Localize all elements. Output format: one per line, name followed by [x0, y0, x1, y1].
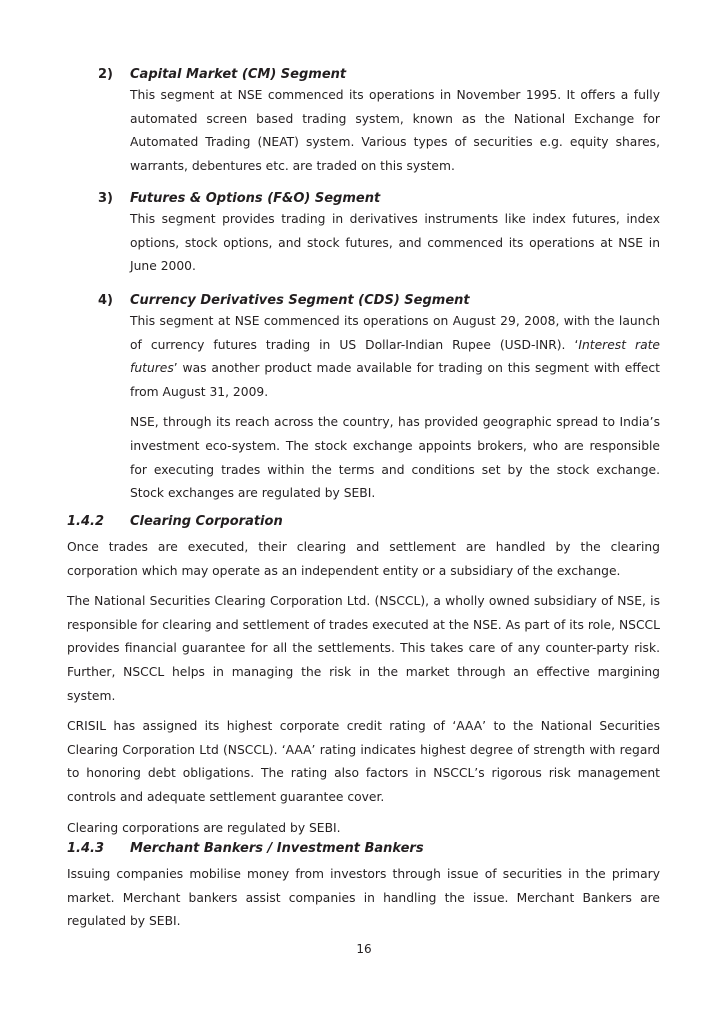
- body-paragraph: Clearing corporations are regulated by SEBI.: [67, 820, 341, 835]
- segment-body: [130, 310, 660, 506]
- section-heading-clearing-corporation: [67, 511, 283, 531]
- segment-currency-derivatives: [98, 290, 660, 506]
- segment-body: [130, 84, 660, 178]
- section-number: 1.4.3: [67, 840, 105, 856]
- segment-title: Capital Market (CM) Segment: [130, 66, 347, 82]
- section-body-merchant-bankers: [67, 863, 660, 934]
- segment-title: Futures & Options (F&O) Segment: [130, 190, 381, 206]
- segment-capital-market: [98, 64, 660, 178]
- segment-paragraph: [130, 310, 660, 404]
- section-body-clearing-corporation: [67, 536, 660, 840]
- section-number: 1.4.2: [67, 513, 105, 529]
- segment-body: [130, 208, 660, 279]
- segment-heading: [98, 64, 660, 84]
- body-paragraph: The National Securities Clearing Corporation Ltd. (NSCCL), a wholly owned subsidiary of NSE, is responsible for clearing and settlement of trades executed at the NSE. As part of its role, NSCCL provides financial guarantee for all the settlements. This takes care of any counter-party risk. Further, NSCCL helps in managing the risk in the market through an effective margining system.: [67, 594, 660, 703]
- segment-paragraph: This segment at NSE commenced its operations in November 1995. It offers a fully automated screen based trading system, known as the National Exchange for Automated Trading (NEAT) system. Various types of securities e.g. equity shares, warrants, debentures etc. are traded on this system.: [130, 88, 660, 173]
- section-title: Clearing Corporation: [130, 513, 283, 529]
- body-paragraph: Once trades are executed, their clearing and settlement are handled by the clearing corporation which may operate as an independent entity or a subsidiary of the exchange.: [67, 540, 660, 578]
- interest-rate-futures-term: Interest rate futures: [130, 337, 661, 376]
- segment-paragraph: This segment provides trading in derivatives instruments like index futures, index options, stock options, and stock futures, and commenced its operations at NSE in June 2000.: [130, 212, 660, 274]
- section-heading-merchant-bankers: [67, 838, 424, 858]
- paragraph-text: ’ was another product made available for trading on this segment with effect from August 31, 2009.: [130, 361, 660, 399]
- page-number: 16: [356, 942, 372, 956]
- section-title: Merchant Bankers / Investment Bankers: [130, 840, 424, 856]
- body-paragraph: Issuing companies mobilise money from investors through issue of securities in the primary market. Merchant bankers assist companies in handling the issue. Merchant Bankers are regulated by SEBI.: [67, 867, 660, 929]
- segment-title: Currency Derivatives Segment (CDS) Segment: [130, 292, 470, 308]
- paragraph-text: This segment at NSE commenced its operations on August 29, 2008, with the launch of currency futures trading in US Dollar-Indian Rupee (USD-INR). ‘: [130, 314, 660, 352]
- segment-number: 4): [98, 292, 113, 308]
- segment-number: 2): [98, 66, 113, 82]
- segment-paragraph: NSE, through its reach across the country, has provided geographic spread to India’s investment eco-system. The stock exchange appoints brokers, who are responsible for executing trades within the terms and conditions set by the stock exchange. Stock exchanges are regulated by SEBI.: [130, 415, 660, 501]
- segment-futures-options: [98, 188, 660, 279]
- body-paragraph: CRISIL has assigned its highest corporate credit rating of ‘AAA’ to the National Securities Clearing Corporation Ltd (NSCCL). ‘AAA’ rating indicates highest degree of strength with regard to honoring debt obligations. The rating also factors in NSCCL’s rigorous risk management controls and adequate settlement guarantee cover.: [67, 719, 660, 804]
- segment-heading: [98, 188, 660, 208]
- segment-number: 3): [98, 190, 113, 206]
- segment-heading: [98, 290, 660, 310]
